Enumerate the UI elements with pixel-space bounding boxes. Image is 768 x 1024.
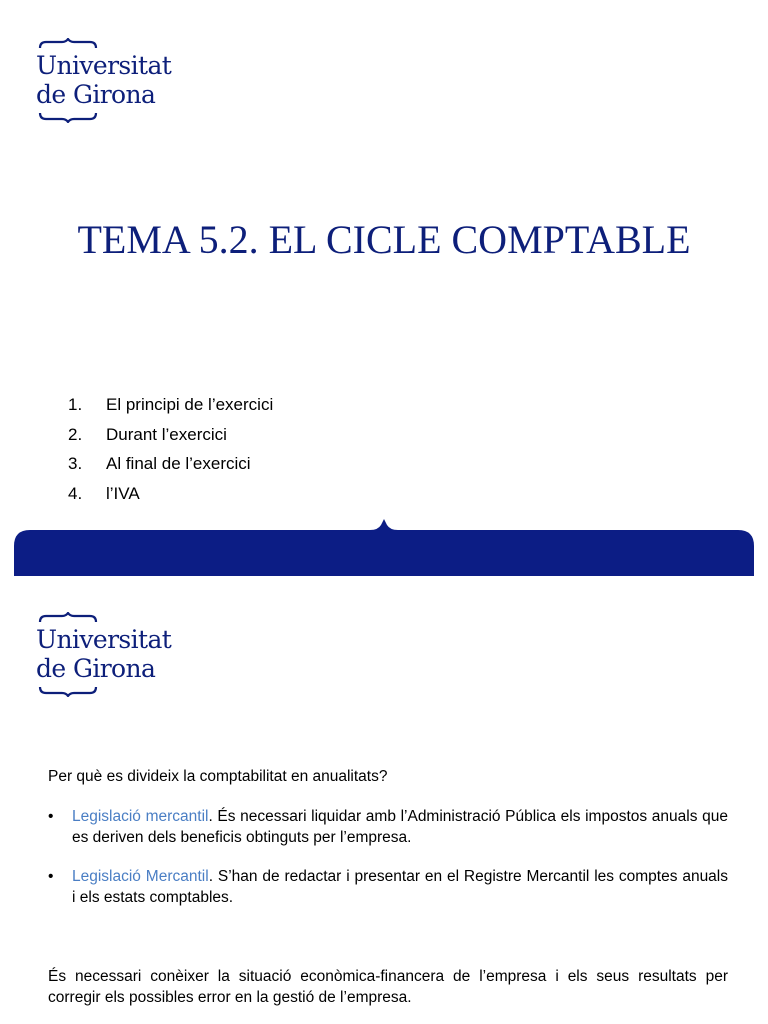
question-text: Per què es divideix la comptabilitat en anualitats?: [48, 768, 388, 785]
bullet-body: . S’han de redactar i presentar en el Registre Mercantil les comptes anuals i els estats comptables.: [72, 868, 728, 906]
table-of-contents: [68, 390, 273, 508]
toc-number: 2.: [68, 424, 83, 444]
toc-number: 3.: [68, 454, 83, 473]
logo-top-brace-icon: [38, 38, 98, 50]
logo-line-1: Universitat: [36, 625, 172, 654]
logo-line-2: de Girona: [36, 654, 156, 683]
toc-label: Durant l’exercici: [106, 424, 227, 444]
legislation-link[interactable]: Legislació mercantil: [72, 808, 209, 825]
slide-2: [0, 588, 768, 1024]
toc-number: 1.: [68, 395, 83, 414]
toc-label: Al final de l’exercici: [106, 454, 251, 473]
bullet-marker: •: [48, 868, 54, 885]
bullet-body: . És necessari liquidar amb l’Administració Pública els impostos anuals que es deriven dels beneficis obtinguts per l’empresa.: [72, 808, 728, 846]
logo-bottom-brace-icon: [38, 685, 98, 697]
toc-number: 4.: [68, 483, 83, 503]
slide-title: TEMA 5.2. EL CICLE COMPTABLE: [77, 217, 691, 262]
toc-item: [68, 479, 273, 509]
list-item: [48, 866, 728, 908]
reasons-list: [48, 806, 728, 926]
toc-item: [68, 420, 273, 450]
toc-item: [68, 390, 273, 420]
logo-bottom-brace-icon: [38, 111, 98, 123]
bullet-text: [72, 866, 728, 908]
logo-line-1: Universitat: [36, 51, 172, 80]
logo-line-2: de Girona: [36, 80, 156, 109]
toc-item: [68, 449, 273, 479]
bullet-text: [72, 806, 728, 848]
university-logo: [36, 612, 196, 697]
bullet-marker: •: [48, 808, 54, 825]
footer-band: [14, 516, 754, 576]
logo-wordmark: [36, 51, 196, 109]
toc-label: El principi de l’exercici: [106, 395, 274, 414]
closing-paragraph: És necessari conèixer la situació econòmica-financera de l’empresa i els seus resultats per corregir els possibles error en la gestió de l’empresa.: [48, 968, 728, 1006]
university-logo: [36, 38, 196, 123]
legislation-link[interactable]: Legislació Mercantil: [72, 868, 209, 885]
logo-top-brace-icon: [38, 612, 98, 624]
list-item: [48, 806, 728, 848]
logo-wordmark: [36, 625, 196, 683]
toc-label: l’IVA: [106, 483, 140, 503]
